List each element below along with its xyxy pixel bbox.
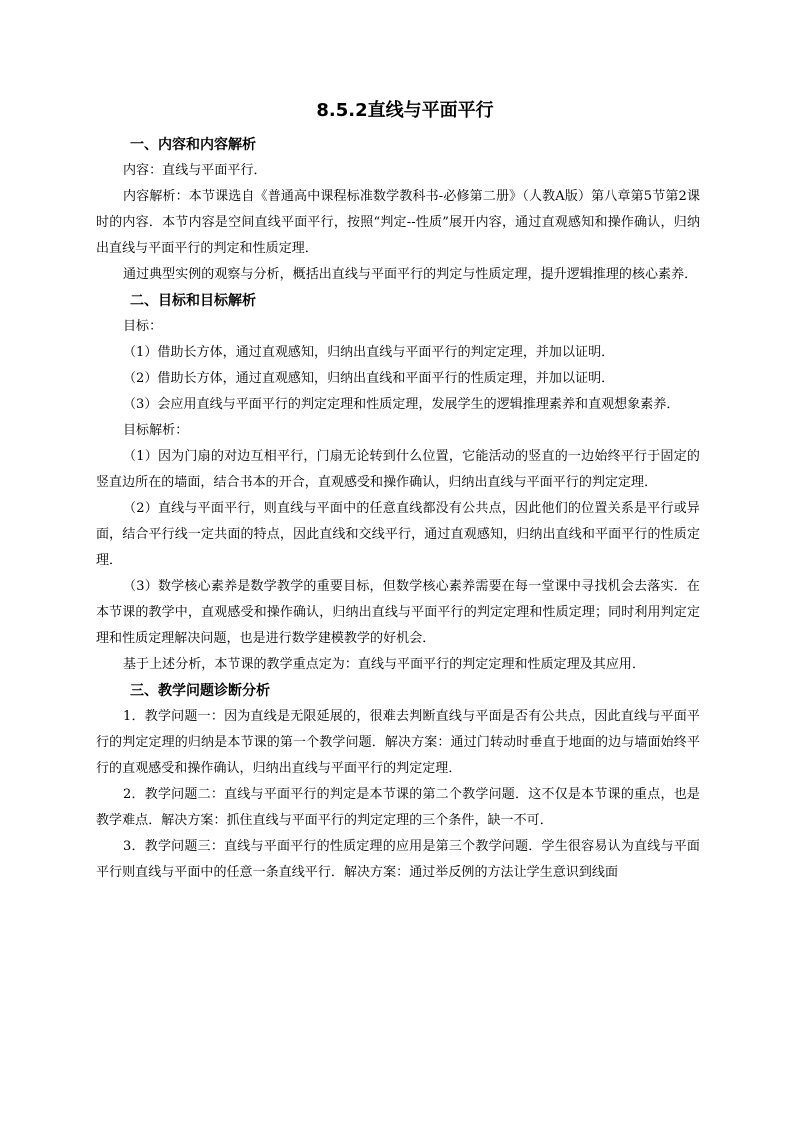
paragraph: 目标： [123, 319, 163, 334]
section-heading-diagnosis: 三、教学问题诊断分析 [130, 683, 270, 699]
paragraph: （2）借助长方体，通过直观感知，归纳出直线和平面平行的性质定理，并加以证明． [123, 371, 615, 386]
paragraph: （3）数学核心素养是数学教学的重要目标，但数学核心素养需要在每一堂课中寻找机会去落实．在本节课的教学中，直观感受和操作确认，归纳出直线与平面平行的判定定理和性质定理；同时利用判定定理和性质定理解决问题，也是进行数学建模教学的好机会． [96, 579, 700, 646]
paragraph: （1）借助长方体，通过直观感知，归纳出直线与平面平行的判定定理，并加以证明． [123, 345, 615, 360]
paragraph: 通过典型实例的观察与分析，概括出直线与平面平行的判定与性质定理，提升逻辑推理的核心素养． [123, 267, 698, 282]
paragraph: （1）因为门扇的对边互相平行，门扇无论转到什么位置，它能活动的竖直的一边始终平行于固定的竖直边所在的墙面，结合书本的开合，直观感受和操作确认，归纳出直线与平面平行的判定定理． [96, 449, 700, 490]
paragraph: 目标解析： [123, 423, 189, 438]
paragraph: （3）会应用直线与平面平行的判定定理和性质定理，发展学生的逻辑推理素养和直观想象素养． [123, 397, 680, 412]
paragraph: 内容：直线与平面平行． [123, 163, 267, 178]
paragraph: 2．教学问题二：直线与平面平行的判定是本节课的第二个教学问题．这不仅是本节课的重点，也是教学难点．解决方案：抓住直线与平面平行的判定定理的三个条件，缺一不可． [96, 787, 700, 828]
paragraph: 3．教学问题三：直线与平面平行的性质定理的应用是第三个教学问题．学生很容易认为直线与平面平行则直线与平面中的任意一条直线平行．解决方案：通过举反例的方法让学生意识到线面 [96, 839, 700, 880]
paragraph: 基于上述分析，本节课的教学重点定为：直线与平面平行的判定定理和性质定理及其应用． [123, 657, 646, 672]
document-page [96, 94, 700, 886]
section-heading-goals: 二、目标和目标解析 [130, 293, 256, 309]
paragraph: 1．教学问题一：因为直线是无限延展的，很难去判断直线与平面是否有公共点，因此直线与平面平行的判定定理的归纳是本节课的第一个教学问题．解决方案：通过门转动时垂直于地面的边与墙面始终平行的直观感受和操作确认，归纳出直线与平面平行的判定定理． [96, 709, 700, 776]
paragraph: 内容解析：本节课选自《普通高中课程标准数学教科书-必修第二册》（人教A版）第八章第5节第2课时的内容．本节内容是空间直线平面平行，按照“判定--性质”展开内容，通过直观感知和操作确认，归纳出直线与平面平行的判定和性质定理． [96, 189, 700, 256]
paragraph: （2）直线与平面平行，则直线与平面中的任意直线都没有公共点，因此他们的位置关系是平行或异面，结合平行线一定共面的特点，因此直线和交线平行，通过直观感知，归纳出直线和平面平行的性质定理． [96, 501, 700, 568]
section-heading-content: 一、内容和内容解析 [130, 137, 256, 153]
document-title: 8.5.2直线与平面平行 [316, 100, 494, 121]
